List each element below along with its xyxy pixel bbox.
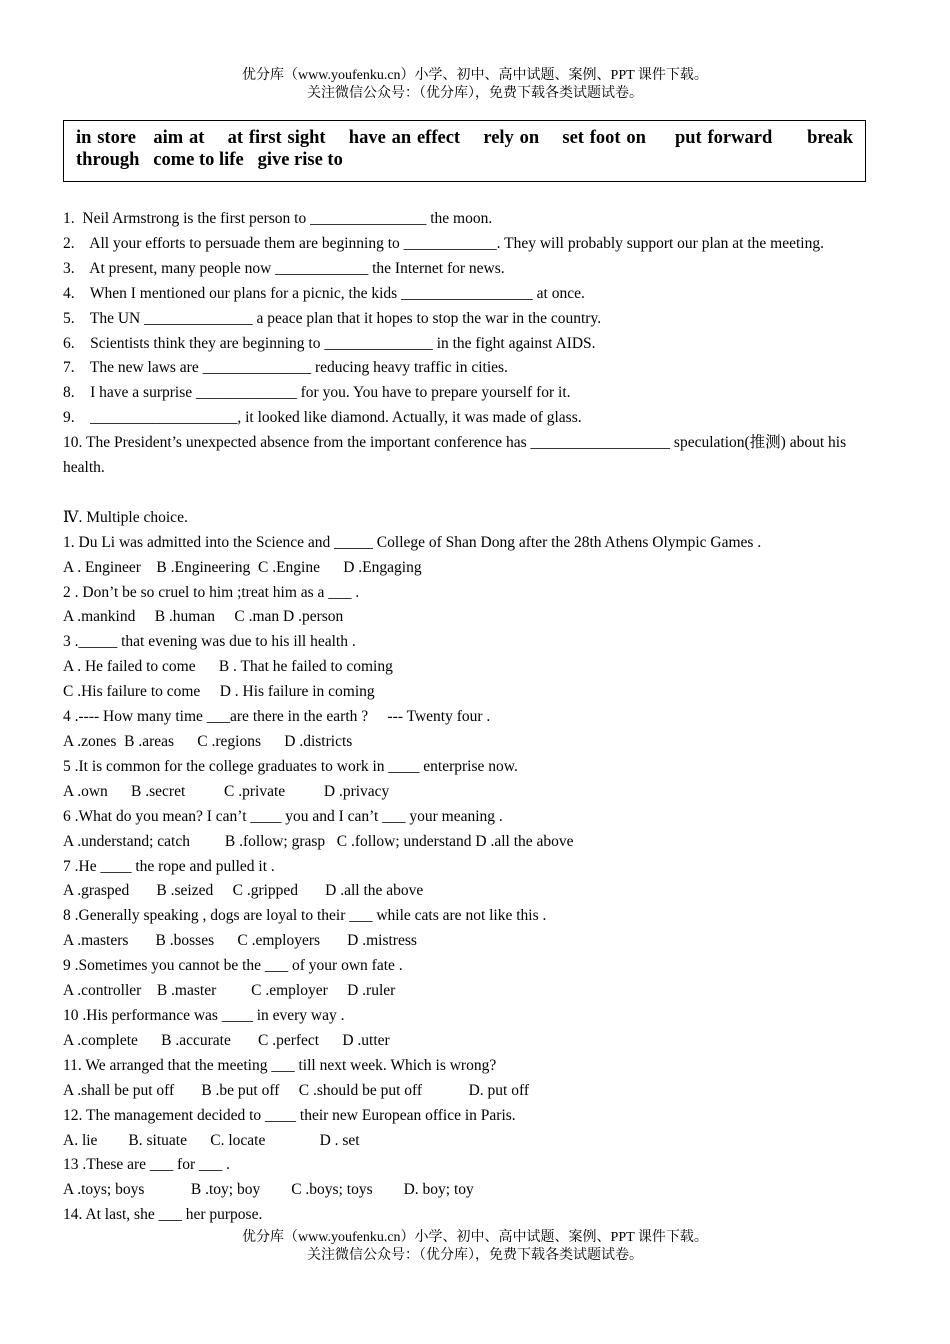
- question-line: 10 .His performance was ____ in every way .: [63, 1006, 345, 1024]
- fill-in-item: 7. The new laws are ______________ reducing heavy traffic in cities.: [63, 359, 508, 377]
- fill-in-item: 6. Scientists think they are beginning to ______________ in the fight against AIDS.: [63, 334, 596, 352]
- fill-in-item: 5. The UN ______________ a peace plan that it hopes to stop the war in the country.: [63, 309, 602, 327]
- phrase: have an effect: [348, 128, 461, 148]
- options-line: A. lie B. situate C. locate D . set: [63, 1131, 360, 1149]
- fill-in-item: 10. The President’s unexpected absence from the important conference has __________________ speculation(推测) about his health.: [63, 434, 847, 477]
- question-line: 3 ._____ that evening was due to his ill health .: [63, 633, 356, 651]
- fill-in-item: 1. Neil Armstrong is the first person to _______________ the moon.: [63, 210, 493, 227]
- options-line: A .zones B .areas C .regions D .districts: [63, 733, 353, 751]
- multiple-choice-section: [63, 506, 889, 1228]
- question-line: 12. The management decided to ____ their new European office in Paris.: [63, 1106, 516, 1124]
- options-line: A .masters B .bosses C .employers D .mistress: [63, 932, 417, 950]
- phrase: at first sight: [227, 128, 326, 148]
- question-line: 2 . Don’t be so cruel to him ;treat him as a ___ .: [63, 583, 360, 601]
- options-line: A .controller B .master C .employer D .ruler: [63, 982, 396, 1000]
- footer-line-2: 关注微信公众号：（优分库），免费下载各类试题试卷。: [307, 1248, 643, 1263]
- phrase: break through: [76, 128, 854, 170]
- question-line: 5 .It is common for the college graduates to work in ____ enterprise now.: [63, 757, 518, 775]
- options-line: A . Engineer B .Engineering C .Engine D .Engaging: [63, 558, 422, 576]
- phrase: come to life: [153, 150, 244, 170]
- options-line: A .complete B .accurate C .perfect D .utter: [63, 1031, 390, 1049]
- section-spacer: [63, 481, 889, 506]
- section-title: Ⅳ. Multiple choice.: [63, 508, 188, 526]
- options-line: A .shall be put off B .be put off C .should be put off D. put off: [63, 1081, 529, 1099]
- question-line: 11. We arranged that the meeting ___ till next week. Which is wrong?: [63, 1056, 497, 1074]
- question-line: 6 .What do you mean? I can’t ____ you and I can’t ___ your meaning .: [63, 807, 503, 825]
- fill-in-section: [63, 207, 889, 481]
- footer-line-1: 优分库（www.youfenku.cn）小学、初中、高中试题、案例、PPT 课件下载。: [242, 1230, 708, 1245]
- fill-in-item: 4. When I mentioned our plans for a picnic, the kids _________________ at once.: [63, 284, 585, 302]
- question-line: 7 .He ____ the rope and pulled it .: [63, 857, 275, 875]
- exercise-content: [63, 207, 889, 1228]
- options-line: A .toys; boys B .toy; boy C .boys; toys D. boy; toy: [63, 1181, 474, 1199]
- question-line: 9 .Sometimes you cannot be the ___ of your own fate .: [63, 957, 403, 975]
- fill-in-item: 9. ___________________, it looked like diamond. Actually, it was made of glass.: [63, 409, 582, 427]
- header-line-1: 优分库（www.youfenku.cn）小学、初中、高中试题、案例、PPT 课件下载。: [242, 68, 708, 83]
- phrase: put forward: [674, 128, 773, 148]
- phrase: in store: [76, 128, 136, 148]
- question-line: 14. At last, she ___ her purpose.: [63, 1206, 263, 1224]
- options-line: A .mankind B .human C .man D .person: [63, 608, 344, 626]
- fill-in-item: 2. All your efforts to persuade them are beginning to ____________. They will probably support our plan at the meeting.: [63, 234, 824, 252]
- phrase: aim at: [153, 128, 205, 148]
- options-line: A . He failed to come B . That he failed to coming: [63, 658, 393, 676]
- fill-in-item: 8. I have a surprise _____________ for you. You have to prepare yourself for it.: [63, 384, 571, 402]
- question-line: 13 .These are ___ for ___ .: [63, 1156, 231, 1174]
- fill-in-item: 3. At present, many people now ____________ the Internet for news.: [63, 259, 505, 277]
- options-line: A .understand; catch B .follow; grasp C .follow; understand D .all the above: [63, 832, 574, 850]
- options-line: C .His failure to come D . His failure in coming: [63, 683, 375, 701]
- options-line: A .own B .secret C .private D .privacy: [63, 782, 390, 800]
- word-bank-box: [63, 120, 866, 182]
- question-line: 4 .---- How many time ___are there in the earth ? --- Twenty four .: [63, 708, 491, 726]
- phrase: give rise to: [257, 150, 343, 170]
- phrase: set foot on: [562, 128, 646, 148]
- phrase: rely on: [483, 128, 540, 148]
- options-line: A .grasped B .seized C .gripped D .all the above: [63, 882, 424, 900]
- header-line-2: 关注微信公众号：（优分库），免费下载各类试题试卷。: [307, 86, 643, 101]
- question-line: 8 .Generally speaking , dogs are loyal to their ___ while cats are not like this .: [63, 907, 547, 925]
- page-header: [0, 67, 950, 103]
- question-line: 1. Du Li was admitted into the Science and _____ College of Shan Dong after the 28th Athens Olympic Games .: [63, 533, 762, 551]
- page-footer: [0, 1229, 950, 1265]
